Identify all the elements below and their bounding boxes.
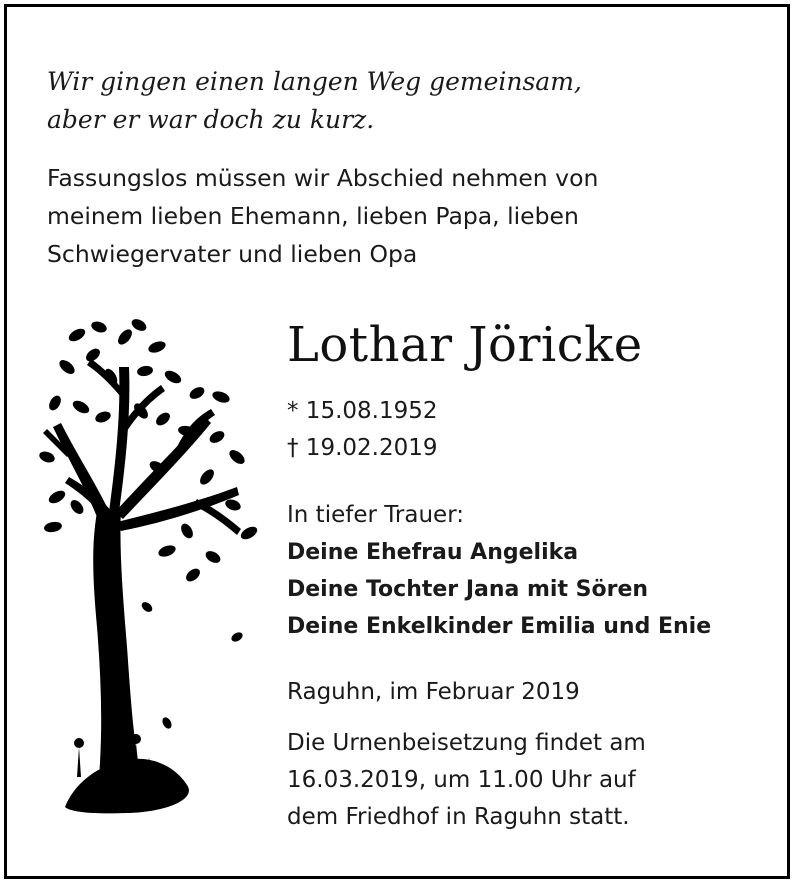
burial-notice — [287, 725, 787, 836]
life-dates — [287, 393, 438, 467]
burial-line-2: 16.03.2019, um 11.00 Uhr auf — [287, 767, 636, 793]
tree-icon — [37, 307, 277, 827]
intro-text — [47, 159, 767, 273]
mourner-line: Deine Ehefrau Angelika — [287, 540, 579, 565]
mourner-line: Deine Tochter Jana mit Sören — [287, 577, 649, 602]
burial-line-1: Die Urnenbeisetzung findet am — [287, 730, 646, 756]
mourner-line: Deine Enkelkinder Emilia und Enie — [287, 614, 712, 639]
birth-date: * 15.08.1952 — [287, 398, 438, 424]
burial-line-3: dem Friedhof in Raguhn statt. — [287, 804, 630, 830]
deceased-name: Lothar Jöricke — [287, 317, 643, 373]
obituary-card — [4, 4, 790, 879]
intro-line-1: Fassungslos müssen wir Abschied nehmen von — [47, 164, 599, 192]
quote-line-1: Wir gingen einen langen Weg gemeinsam, — [47, 67, 582, 96]
mourners-block — [287, 497, 787, 645]
mourners-heading: In tiefer Trauer: — [287, 502, 464, 528]
death-date: † 19.02.2019 — [287, 435, 438, 461]
opening-quote — [47, 63, 767, 139]
intro-line-2: meinem lieben Ehemann, lieben Papa, lieben — [47, 202, 579, 230]
intro-line-3: Schwiegervater und lieben Opa — [47, 240, 418, 268]
quote-line-2: aber er war doch zu kurz. — [47, 105, 375, 134]
place-and-date: Raguhn, im Februar 2019 — [287, 679, 580, 705]
